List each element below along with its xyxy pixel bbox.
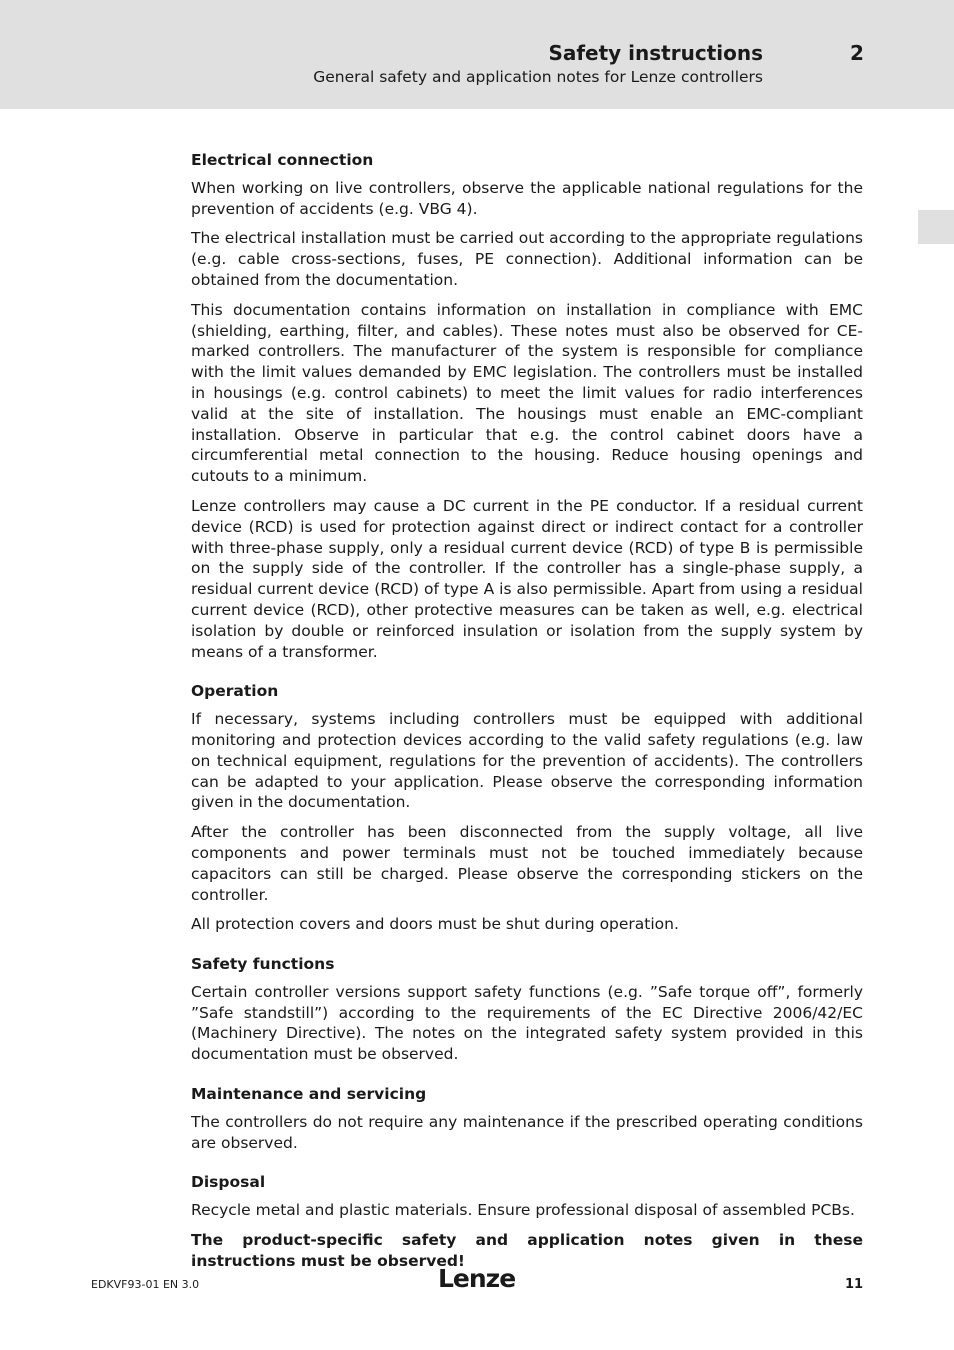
paragraph: Recycle metal and plastic materials. Ensure professional disposal of assembled PCBs. <box>191 1201 855 1220</box>
paragraph: When working on live controllers, observe the applicable national regulations for the prevention of accidents (e.g. VBG 4). <box>191 178 863 218</box>
page-content <box>191 150 863 1281</box>
chapter-thumb-tab <box>918 210 954 244</box>
paragraph: This documentation contains information on installation in compliance with EMC (shielding, earthing, filter, and cables). These notes must also be observed for CE-marked controllers. The manufacturer of the system is responsible for compliance with the limit values demanded by EMC legislation. The controllers must be installed in housings (e.g. control cabinets) to meet the limit values for radio interferences valid at the site of installation. The housings must enable an EMC-compliant installation. Observe in particular that e.g. the control cabinet doors have a circumferential metal connection to the housing. Reduce housing openings and cutouts to a minimum. <box>191 300 863 486</box>
paragraph: Lenze controllers may cause a DC current in the PE conductor. If a residual current device (RCD) is used for protection against direct or indirect contact for a controller with three-phase supply, only a residual current device (RCD) of type B is permissible on the supply side of the controller. If the controller has a single-phase supply, a residual current device (RCD) of type A is also permissible. Apart from using a residual current device (RCD), other protective measures can be taken as well, e.g. electrical isolation by double or reinforced insulation or isolation from the supply system by means of a transformer. <box>191 496 863 661</box>
document-id: EDKVF93-01 EN 3.0 <box>91 1278 200 1291</box>
chapter-number: 2 <box>850 41 864 65</box>
closing-note: The product-specific safety and application notes given in these instructions must be observed! <box>191 1231 863 1270</box>
paragraph: After the controller has been disconnected from the supply voltage, all live components and power terminals must not be touched immediately because capacitors can still be charged. Please observe the corresponding stickers on the controller. <box>191 823 863 904</box>
page-header <box>0 0 954 109</box>
paragraph: Certain controller versions support safety functions (e.g. ”Safe torque off”, formerly ”Safe standstill”) according to the requirements of the EC Directive 2006/42/EC (Machinery Directive). The notes on the integrated safety system provided in this documentation must be observed. <box>191 982 863 1064</box>
section-subtitle: General safety and application notes for Lenze controllers <box>313 68 763 86</box>
heading-maintenance: Maintenance and servicing <box>191 1085 427 1104</box>
paragraph: The controllers do not require any maintenance if the prescribed operating conditions are observed. <box>191 1112 863 1152</box>
lenze-logo: Lenze <box>438 1264 516 1293</box>
paragraph: All protection covers and doors must be shut during operation. <box>191 915 679 934</box>
page-number: 11 <box>845 1277 864 1292</box>
paragraph: The electrical installation must be carried out according to the appropriate regulations (e.g. cable cross-sections, fuses, PE connection). Additional information can be obtained from the documentation. <box>191 229 863 289</box>
chapter-title: Safety instructions <box>548 41 763 65</box>
heading-safety-functions: Safety functions <box>191 955 335 974</box>
paragraph: If necessary, systems including controllers must be equipped with additional monitoring and protection devices according to the valid safety regulations (e.g. law on technical equipment, regulations for the prevention of accidents). The controllers can be adapted to your application. Please observe the corresponding information given in the documentation. <box>191 710 863 812</box>
heading-electrical-connection: Electrical connection <box>191 151 374 169</box>
heading-operation: Operation <box>191 682 279 701</box>
heading-disposal: Disposal <box>191 1173 266 1192</box>
